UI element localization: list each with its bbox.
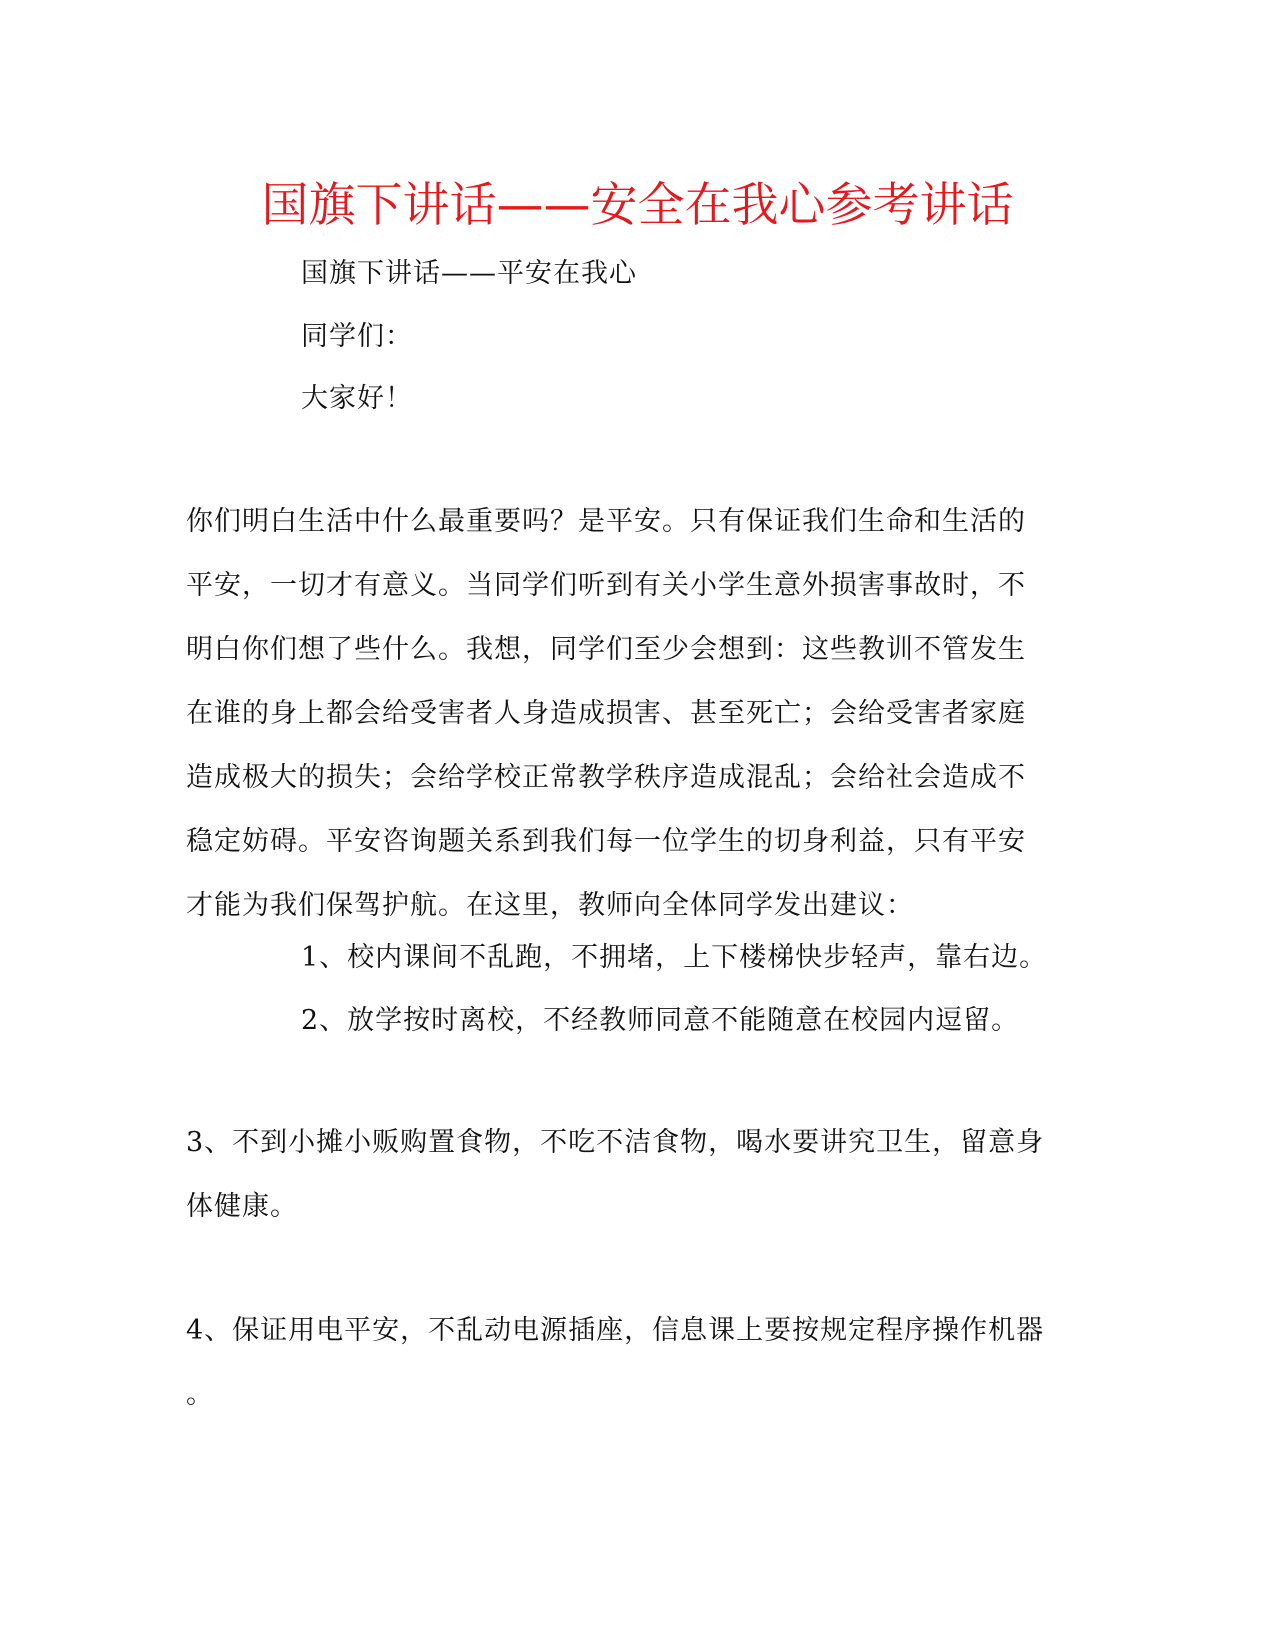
salutation: 同学们： xyxy=(301,321,413,352)
document-subtitle: 国旗下讲话——平安在我心 xyxy=(301,258,637,289)
paragraph-line: 4、保证用电平安，不乱动电源插座，信息课上要按规定程序操作机器 xyxy=(186,1315,1045,1346)
greeting: 大家好！ xyxy=(301,383,413,414)
list-item-3 xyxy=(186,1111,1066,1239)
paragraph-line: 。 xyxy=(186,1379,214,1410)
list-item-1: 1、校内课间不乱跑，不拥堵，上下楼梯快步轻声，靠右边。 xyxy=(301,942,1048,973)
paragraph-line: 3、不到小摊小贩购置食物，不吃不洁食物，喝水要讲究卫生，留意身 xyxy=(186,1127,1045,1158)
paragraph-line: 稳定妨碍。平安咨询题关系到我们每一位学生的切身利益，只有平安 xyxy=(186,826,1026,857)
document-title: 国旗下讲话——安全在我心参考讲话 xyxy=(261,178,1014,233)
paragraph-line: 明白你们想了些什么。我想，同学们至少会想到：这些教训不管发生 xyxy=(186,634,1026,665)
paragraph-line: 才能为我们保驾护航。在这里，教师向全体同学发出建议： xyxy=(186,890,914,921)
list-item-4 xyxy=(186,1299,1066,1427)
paragraph-intro xyxy=(186,490,1066,938)
list-item-2: 2、放学按时离校，不经教师同意不能随意在校园内逗留。 xyxy=(301,1005,1020,1036)
paragraph-line: 体健康。 xyxy=(186,1191,298,1222)
paragraph-line: 造成极大的损失；会给学校正常教学秩序造成混乱；会给社会造成不 xyxy=(186,762,1026,793)
paragraph-line: 平安，一切才有意义。当同学们听到有关小学生意外损害事故时，不 xyxy=(186,570,1026,601)
paragraph-line: 你们明白生活中什么最重要吗？是平安。只有保证我们生命和生活的 xyxy=(186,506,1026,537)
paragraph-line: 在谁的身上都会给受害者人身造成损害、甚至死亡；会给受害者家庭 xyxy=(186,698,1026,729)
